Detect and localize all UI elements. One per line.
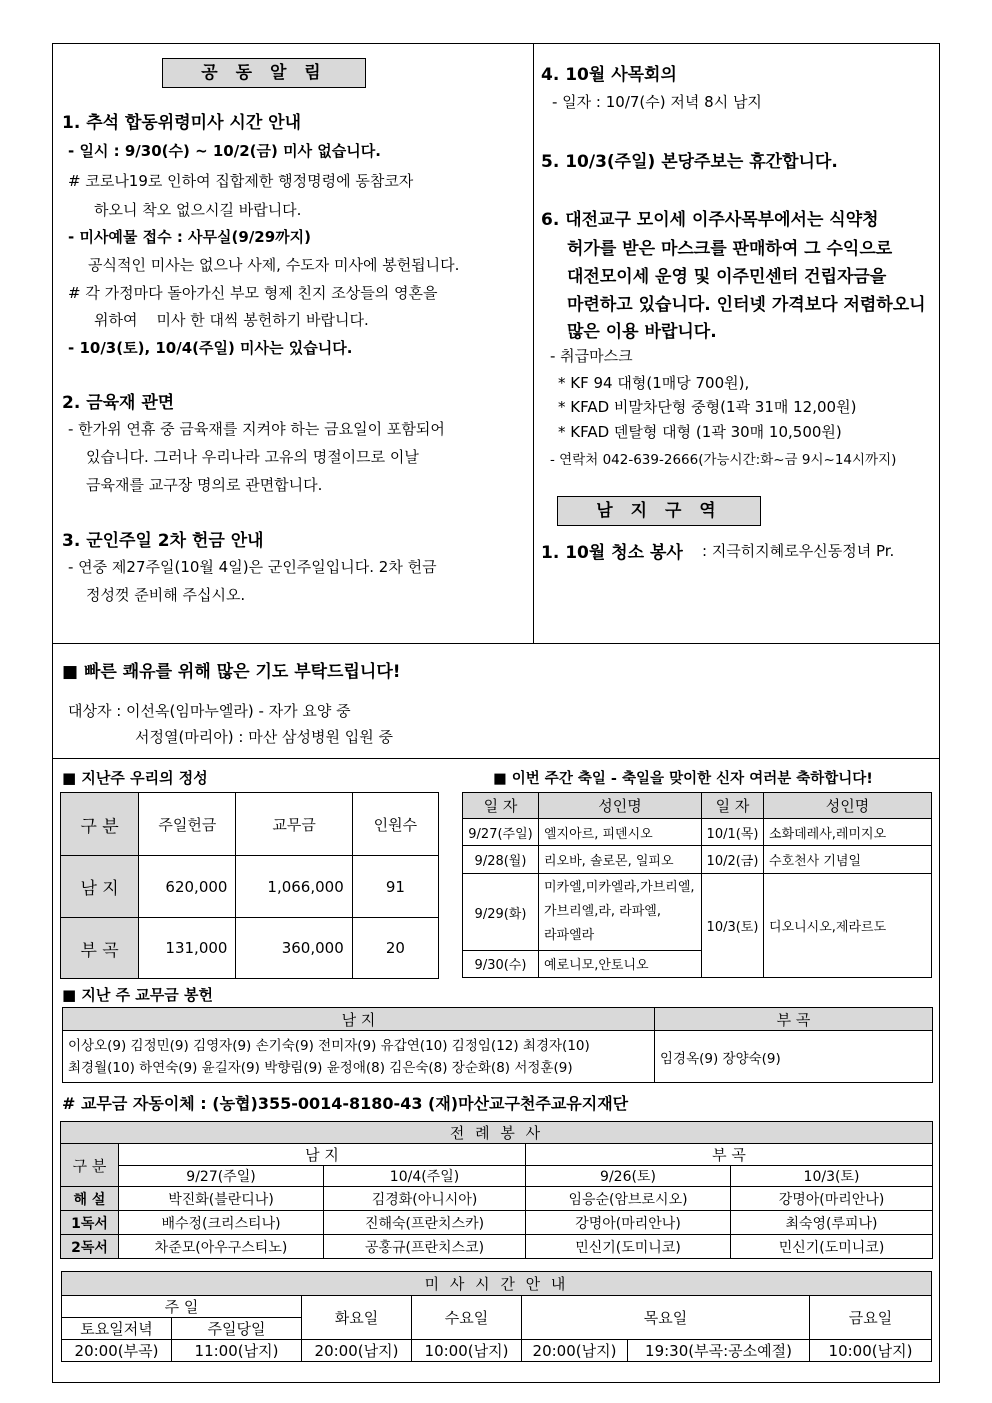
offering-cell: 1,066,000: [236, 856, 352, 918]
district-title: 남 지 구 역: [557, 496, 761, 526]
section-divider: [52, 758, 940, 759]
feast-saints: 예로니모,안토니오: [539, 950, 702, 977]
s6-line: - 취급마스크: [550, 347, 633, 365]
offering-cell: 부 곡: [61, 918, 139, 979]
s2-heading: 2. 금육재 관면: [62, 393, 175, 413]
liturgy-bugok: 부 곡: [526, 1144, 933, 1166]
feast-date: 10/3(토): [702, 874, 764, 978]
mass-time: 10:00(남지): [412, 1340, 522, 1362]
table-row: [61, 1211, 933, 1235]
dues-bugok: 임경옥(9) 장양숙(9): [655, 1031, 933, 1083]
s6-line: 6. 대전교구 모이세 이주사목부에서는 식약청: [541, 210, 879, 230]
s6-line: 허가를 받은 마스크를 판매하여 그 수익으로: [567, 239, 893, 259]
s4-heading: 4. 10월 사목회의: [541, 65, 677, 85]
prayer-line: 대상자 : 이선옥(임마누엘라) - 자가 요양 중: [68, 702, 351, 720]
s6-line: * KF 94 대형(1매당 700원),: [558, 374, 750, 392]
s6-line: 마련하고 있습니다. 인터넷 가격보다 저렴하오니: [567, 295, 926, 315]
table-row: [62, 1340, 932, 1362]
mass-time: 11:00(남지): [172, 1340, 302, 1362]
s3-line: - 연중 제27주일(10월 4일)은 군인주일입니다. 2차 헌금: [68, 558, 437, 576]
notice-title: 공 동 알 림: [162, 58, 366, 88]
feast-header: 성인명: [764, 793, 932, 819]
dues-header-bugok: 부 곡: [655, 1008, 933, 1031]
s3-heading: 3. 군인주일 2차 헌금 안내: [62, 531, 264, 551]
liturgy-cell: 배수정(크리스티나): [119, 1211, 324, 1235]
mass-time: 20:00(부곡): [62, 1340, 172, 1362]
dues-namji-line: 이상오(9) 김정민(9) 김영자(9) 손기숙(9) 전미자(9) 유갑연(10) 김정임(12) 최경자(10): [68, 1037, 590, 1054]
mass-thu: 목요일: [522, 1296, 810, 1340]
liturgy-date: 10/4(주일): [324, 1166, 526, 1187]
feast-saints: 미카엘,미카엘라,가브리엘,: [544, 880, 695, 896]
feast-saints: 엘지아르, 피덴시오: [539, 819, 702, 846]
liturgy-role: 1독서: [61, 1211, 119, 1235]
feast-saints: 리오바, 솔로몬, 일피오: [539, 846, 702, 874]
liturgy-cell: 민신기(도미니코): [526, 1235, 731, 1259]
s5-heading: 5. 10/3(주일) 본당주보는 휴간합니다.: [541, 152, 838, 172]
liturgy-date: 10/3(토): [731, 1166, 933, 1187]
s6-line: - 연락처 042-639-2666(가능시간:화~금 9시~14시까지): [550, 452, 897, 468]
offering-header: 교무금: [236, 793, 352, 856]
s1-line: - 10/3(토), 10/4(주일) 미사는 있습니다.: [68, 339, 353, 357]
liturgy-cell: 차준모(아우구스티노): [119, 1235, 324, 1259]
table-row: [63, 1031, 933, 1083]
s6-line: 많은 이용 바랍니다.: [567, 322, 717, 342]
table-row: [61, 1187, 933, 1211]
offering-title: ■ 지난주 우리의 정성: [62, 769, 208, 787]
feast-header: 일 자: [463, 793, 539, 819]
mass-time: 20:00(남지): [302, 1340, 412, 1362]
table-row: [463, 874, 932, 950]
liturgy-cell: 민신기(도미니코): [731, 1235, 933, 1259]
s2-line: 있습니다. 그러나 우리나라 고유의 명절이므로 이날: [86, 448, 419, 466]
mass-table: [61, 1271, 932, 1362]
feast-saints: 라파엘라: [544, 928, 595, 944]
s1-heading: 1. 추석 합동위령미사 시간 안내: [62, 113, 302, 133]
feast-table: [462, 792, 932, 978]
liturgy-cell: 김경화(아니시아): [324, 1187, 526, 1211]
feast-date: 9/28(월): [463, 846, 539, 874]
liturgy-role: 해 설: [61, 1187, 119, 1211]
liturgy-date: 9/27(주일): [119, 1166, 324, 1187]
feast-header: 성인명: [539, 793, 702, 819]
mass-sat-evening: 토요일저녁: [62, 1318, 172, 1340]
district-heading: 1. 10월 청소 봉사: [541, 543, 683, 563]
offering-cell: 360,000: [236, 918, 352, 979]
feast-date: 9/27(주일): [463, 819, 539, 846]
mass-time: 10:00(남지): [810, 1340, 932, 1362]
prayer-heading: ■ 빠른 쾌유를 위해 많은 기도 부탁드립니다!: [62, 662, 401, 682]
dues-table: [62, 1007, 933, 1083]
mass-wed: 수요일: [412, 1296, 522, 1340]
liturgy-cell: 강명아(마리안나): [731, 1187, 933, 1211]
feast-saints: 가브리엘,라, 라파엘,: [544, 904, 661, 920]
feast-saints: 소화데레사,레미지오: [764, 819, 932, 846]
dues-title: ■ 지난 주 교무금 봉헌: [62, 986, 213, 1004]
liturgy-table: [60, 1121, 933, 1259]
table-row: [61, 918, 439, 979]
feast-date: 9/29(화): [463, 874, 539, 950]
offering-cell: 남 지: [61, 856, 139, 918]
feast-saints: 디오니시오,제라르도: [764, 874, 932, 978]
offering-cell: 20: [352, 918, 438, 979]
feast-saints: 수호천사 기념일: [764, 846, 932, 874]
liturgy-cell: 임응순(암브로시오): [526, 1187, 731, 1211]
s2-line: 금육재를 교구장 명의로 관면합니다.: [86, 476, 323, 494]
offering-header: 인원수: [352, 793, 438, 856]
s2-line: - 한가위 연휴 중 금육재를 지켜야 하는 금요일이 포함되어: [68, 420, 445, 438]
s1-line: 하오니 착오 없으시길 바랍니다.: [94, 201, 302, 219]
s1-line: 위하여 미사 한 대씩 봉헌하기 바랍니다.: [94, 311, 369, 329]
column-divider: [533, 43, 534, 643]
s1-line: # 각 가정마다 돌아가신 부모 형제 친지 조상들의 영혼을: [68, 284, 438, 302]
s3-line: 정성껏 준비해 주십시오.: [86, 586, 246, 604]
mass-fri: 금요일: [810, 1296, 932, 1340]
offering-cell: 620,000: [139, 856, 236, 918]
section-divider: [52, 643, 940, 644]
account-info: # 교무금 자동이체 : (농협)355-0014-8180-43 (재)마산교구천주교유지재단: [62, 1094, 629, 1113]
table-row: [61, 1235, 933, 1259]
liturgy-cell: 강명아(마리안나): [526, 1211, 731, 1235]
liturgy-cell: 최숙영(루피나): [731, 1211, 933, 1235]
s4-line: - 일자 : 10/7(수) 저녁 8시 남지: [552, 93, 762, 111]
offering-cell: 131,000: [139, 918, 236, 979]
liturgy-cell: 진해숙(프란치스카): [324, 1211, 526, 1235]
dues-header-namji: 남 지: [63, 1008, 655, 1031]
liturgy-role: 2독서: [61, 1235, 119, 1259]
offering-table: [60, 792, 439, 979]
feast-date: 10/1(목): [702, 819, 764, 846]
s6-line: * KFAD 비말차단형 중형(1곽 31매 12,00원): [558, 398, 857, 416]
offering-cell: 91: [352, 856, 438, 918]
feast-date: 10/2(금): [702, 846, 764, 874]
table-row: [463, 846, 932, 874]
mass-title: 미 사 시 간 안 내: [62, 1272, 932, 1296]
mass-time: 19:30(부곡:공소예절): [628, 1340, 810, 1362]
s1-line: 공식적인 미사는 없으나 사제, 수도자 미사에 봉헌됩니다.: [88, 256, 460, 274]
table-row: [463, 819, 932, 846]
mass-sun-day: 주일당일: [172, 1318, 302, 1340]
s6-line: * KFAD 덴탈형 대형 (1곽 30매 10,500원): [558, 423, 842, 441]
liturgy-gubun: 구 분: [61, 1144, 119, 1187]
liturgy-namji: 남 지: [119, 1144, 526, 1166]
mass-tue: 화요일: [302, 1296, 412, 1340]
feast-title: ■ 이번 주간 축일 - 축일을 맞이한 신자 여러분 축하합니다!: [493, 771, 873, 787]
s6-line: 대전모이세 운영 및 이주민센터 건립자금을: [567, 267, 887, 287]
liturgy-cell: 박진화(블란디나): [119, 1187, 324, 1211]
mass-sunday: 주 일: [62, 1296, 302, 1318]
s1-line: # 코로나19로 인하여 집합제한 행정명령에 동참코자: [68, 172, 414, 190]
s1-line: - 미사예물 접수 : 사무실(9/29까지): [68, 228, 312, 246]
liturgy-date: 9/26(토): [526, 1166, 731, 1187]
prayer-line: 서정열(마리아) : 마산 삼성병원 입원 중: [135, 728, 393, 746]
feast-date: 9/30(수): [463, 950, 539, 977]
district-text: : 지극히지혜로우신동정녀 Pr.: [702, 542, 895, 560]
offering-header: 주일헌금: [139, 793, 236, 856]
feast-header: 일 자: [702, 793, 764, 819]
liturgy-title: 전 례 봉 사: [61, 1122, 933, 1144]
offering-header: 구 분: [61, 793, 139, 856]
mass-time: 20:00(남지): [522, 1340, 628, 1362]
s1-line: - 일시 : 9/30(수) ~ 10/2(금) 미사 없습니다.: [68, 142, 381, 160]
table-row: [61, 856, 439, 918]
dues-namji-line: 최경월(10) 하연숙(9) 윤길자(9) 박향림(9) 윤정애(8) 김은숙(8) 장순화(8) 서정훈(9): [68, 1059, 573, 1076]
liturgy-cell: 공홍규(프란치스코): [324, 1235, 526, 1259]
